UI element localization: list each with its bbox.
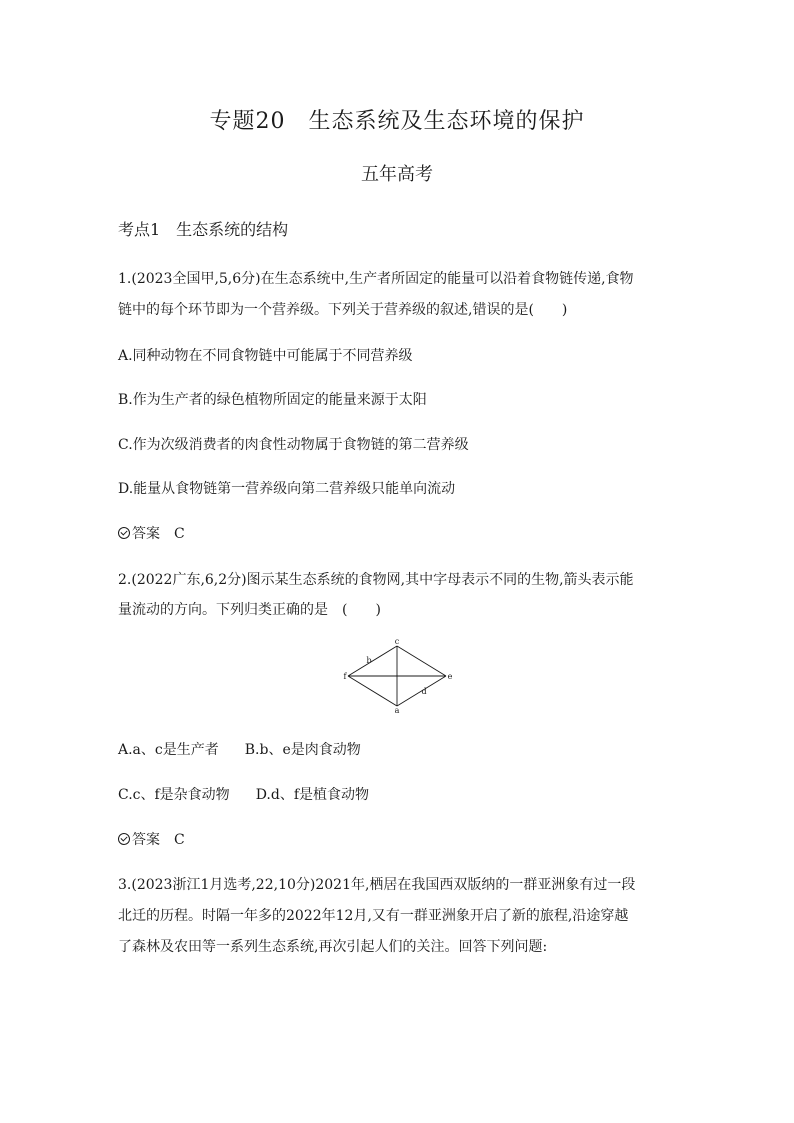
q3-stem-line1: 3.(2023浙江1月选考,22,10分)2021年,栖居在我国西双版纳的一群亚洲象有过一段 (118, 877, 636, 893)
answer-check-icon (118, 833, 130, 845)
node-f: f (343, 672, 347, 681)
answer-check-icon (118, 527, 130, 539)
q2-stem-line1: 2.(2022广东,6,2分)图示某生态系统的食物网,其中字母表示不同的生物,箭头表示能 (118, 572, 634, 588)
q1-option-c: C.作为次级消费者的肉食性动物属于食物链的第二营养级 (118, 437, 469, 453)
q2-answer-label: 答案 (132, 832, 160, 848)
page-title: 专题20 生态系统及生态环境的保护 (209, 109, 585, 134)
node-c: c (394, 638, 400, 646)
q2-option-b: B.b、e是肉食动物 (244, 742, 361, 758)
q1-option-d: D.能量从食物链第一营养级向第二营养级只能单向流动 (118, 481, 456, 497)
section-heading: 考点1 生态系统的结构 (118, 220, 289, 239)
edge-c-e (397, 646, 446, 676)
q2-stem-line2: 量流动的方向。下列归类正确的是 ( ) (118, 602, 381, 618)
edge-a-f (348, 676, 397, 706)
q1-answer-value: C (174, 526, 185, 542)
q2-option-c: C.c、f是杂食动物 (118, 787, 230, 803)
page-subtitle: 五年高考 (361, 164, 433, 185)
q1-option-a: A.同种动物在不同食物链中可能属于不同营养级 (118, 348, 413, 364)
q2-answer (118, 829, 185, 849)
q1-stem-line2: 链中的每个环节即为一个营养级。下列关于营养级的叙述,错误的是( ) (118, 302, 568, 318)
q3-stem-line2: 北迁的历程。时隔一年多的2022年12月,又有一群亚洲象开启了新的旅程,沿途穿越 (118, 908, 629, 924)
q2-answer-value: C (174, 832, 185, 848)
q3-stem-line3: 了森林及农田等一系列生态系统,再次引起人们的关注。回答下列问题: (118, 939, 548, 955)
food-web-diagram (336, 638, 460, 714)
q2-options-row1 (118, 739, 361, 759)
node-b: b (366, 656, 372, 665)
q2-option-d: D.d、f是植食动物 (255, 787, 370, 803)
q1-option-b: B.作为生产者的绿色植物所固定的能量来源于太阳 (118, 392, 427, 408)
q1-stem-line1: 1.(2023全国甲,5,6分)在生态系统中,生产者所固定的能量可以沿着食物链传递,食物 (118, 271, 634, 287)
node-a: a (394, 706, 400, 714)
node-d: d (421, 687, 427, 696)
node-e: e (447, 672, 453, 681)
q2-options-row2 (118, 784, 369, 804)
q2-option-a: A.a、c是生产者 (118, 742, 219, 758)
edge-f-c (348, 646, 397, 676)
q1-answer-label: 答案 (132, 526, 160, 542)
q1-answer (118, 523, 185, 543)
